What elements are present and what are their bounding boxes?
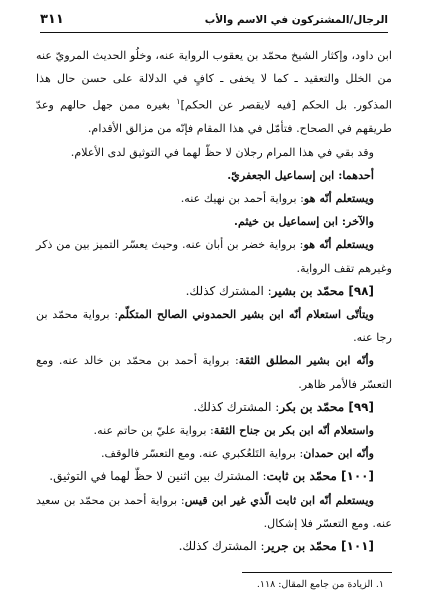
paragraph-1-text: ابن داود، وإكثار الشيخ محمّد بن يعقوب الرواية عنه، وخلُو الحديث المرويّ عنه من الخلل والتعقيد ـ كما لا يخفى ـ كافٍ في الدلالة على حسن حال هذا المذكور. بل الحكم [فيه لايقصر عن الحكم] [36,49,392,113]
paragraph-9-rest: : برواية عليّ بن حاتم عنه. [93,423,214,437]
paragraph-1-tail: بغيره ممن جهل حالهم وعدّ طريقهم في الصحاح. فتأمّل في هذا المقام فإنّه من مزالق الأقدام. [36,99,392,136]
paragraph-4-rest: : برواية أحمد بن نهيك عنه. [180,191,304,205]
paragraph-10-bold: وأنّه ابن حمدان [303,446,374,461]
entry-100-number: [١٠٠] [341,469,374,484]
paragraph-1 [36,44,392,141]
paragraph-4-bold: ويستعلم أنّه هو [303,190,374,205]
paragraph-2: وقد بقي في هذا المرام رجلان لا حظّ لهما في التوثيق لدى الأعلام. [70,145,374,159]
paragraph-8-bold: وأنّه ابن بشير المطلق الثقة [238,353,374,368]
paragraph-10 [36,442,392,465]
footnote: ١. الزيادة من جامع المقال: ١١٨. [256,579,384,590]
paragraph-7-bold: ويتأتّى استعلام أنّه ابن بشير الحمدوني الصالح المتكلّم [118,306,375,321]
paragraph-6-rest: : برواية خضر بن أبان عنه. وحيث يعسّر التميز بين من ذكر وغيرهم تقف الرواية. [36,238,392,275]
page-body [36,44,392,558]
entry-98-number: [٩٨] [348,283,374,298]
footnote-divider [242,572,392,573]
paragraph-7 [36,303,392,349]
paragraph-11-rest: : برواية أحمد بن محمّد بن سعيد عنه. ومع التعسّر فلا إشكال. [36,493,392,530]
paragraph-5: والآخر: ابن إسماعيل بن خيثم. [234,214,374,229]
entry-100-name: محمّد بن ثابت [266,469,337,484]
paragraph-8-rest: : برواية أحمد بن محمّد بن خالد عنه. ومع التعسّر فالأمر ظاهر. [36,354,392,391]
paragraph-6 [36,233,392,279]
entry-99-name: محمّد بن بكر [279,399,345,414]
entry-101-name: محمّد بن جرير [264,539,337,553]
entry-99-rest: : المشترك كذلك. [193,399,280,414]
paragraph-7-rest: : برواية محمّد بن رجا عنه. [36,307,392,345]
entry-101-rest: : المشترك كذلك. [178,539,265,553]
paragraph-6-bold: ويستعلم أنّه هو [303,237,375,252]
entry-99-number: [٩٩] [348,399,374,414]
footnote-marker: ١ [176,97,181,107]
paragraph-4 [36,187,392,210]
paragraph-9-bold: واستعلام أنّه ابن بكر بن جناح الثقة [213,422,374,437]
entry-100-heading [36,465,392,488]
paragraph-8 [36,349,392,395]
paragraph-3: أحدهما: ابن إسماعيل الجعفريّ. [227,167,374,182]
page-number: ٣١١ [40,12,64,27]
entry-101-number: [١٠١] [341,539,374,553]
running-head: الرجال/المشتركون في الاسم والأب [204,14,388,26]
entry-100-rest: : المشترك بين اثنين لا حظّ لهما في التوثيق. [49,469,267,484]
entry-98-rest: : المشترك كذلك. [185,283,272,298]
page-header [40,12,388,33]
entry-101-heading [36,535,392,558]
entry-99-heading [36,396,392,419]
paragraph-9 [36,419,392,442]
entry-98-name: محمّد بن بشير [271,283,345,298]
paragraph-10-rest: : برواية التَلعُكبري عنه. ومع التعسّر فالوقف. [100,447,304,461]
paragraph-11-bold: ويستعلم أنّه ابن ثابت الّذي غير ابن قيس [184,492,374,507]
paragraph-11 [36,489,392,535]
entry-98-heading [36,280,392,303]
